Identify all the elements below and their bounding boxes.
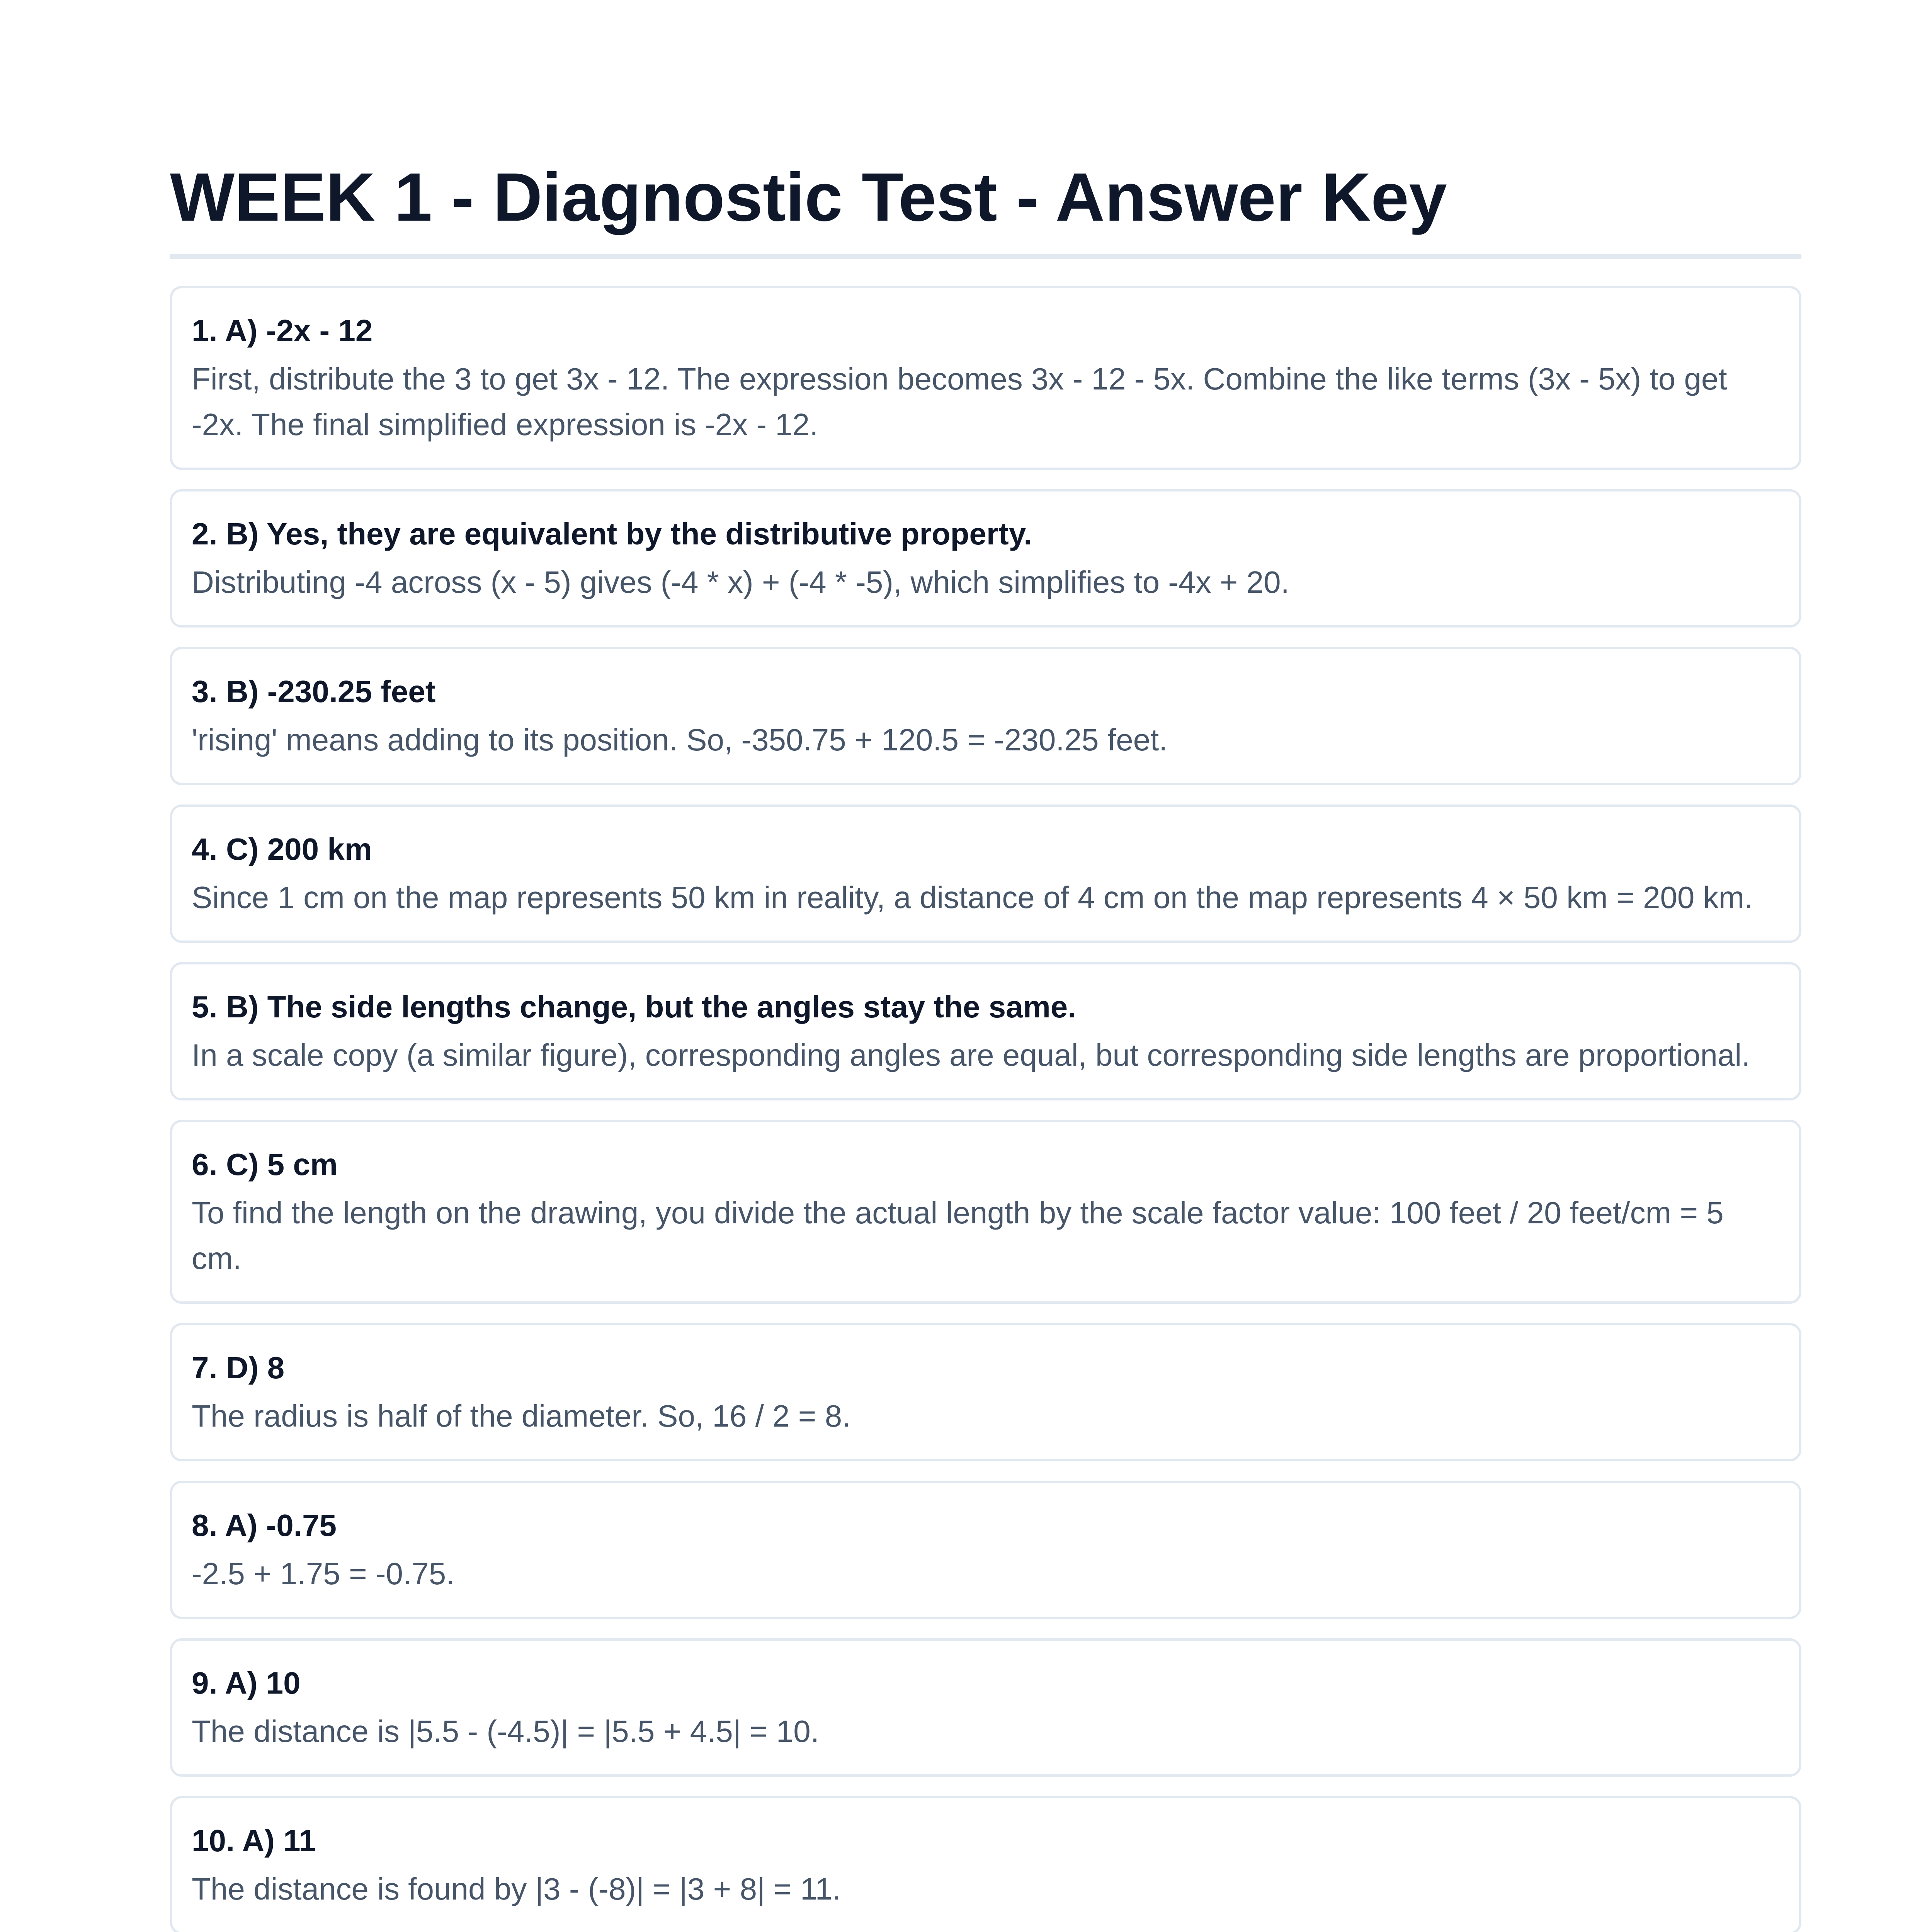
answer-list (170, 286, 1801, 1932)
answer-explanation: The radius is half of the diameter. So, 16 / 2 = 8. (192, 1399, 851, 1433)
answer-card-7 (170, 1323, 1801, 1461)
answer-card-9 (170, 1638, 1801, 1777)
answer-card-5 (170, 962, 1801, 1100)
answer-explanation: To find the length on the drawing, you divide the actual length by the scale factor value: 100 feet / 20 feet/cm = 5 cm. (192, 1196, 1724, 1276)
answer-card-2 (170, 489, 1801, 628)
answer-label: 7. D) 8 (192, 1350, 285, 1385)
answer-card-6 (170, 1120, 1801, 1304)
answer-explanation: 'rising' means adding to its position. So, -350.75 + 120.5 = -230.25 feet. (192, 723, 1168, 757)
answer-card-3 (170, 647, 1801, 785)
answer-label: 2. B) Yes, they are equivalent by the distributive property. (192, 517, 1032, 551)
answer-card-4 (170, 804, 1801, 943)
answer-explanation: Distributing -4 across (x - 5) gives (-4 * x) + (-4 * -5), which simplifies to -4x + 20. (192, 565, 1289, 599)
answer-card-10 (170, 1796, 1801, 1932)
answer-label: 10. A) 11 (192, 1823, 316, 1858)
answer-explanation: The distance is found by |3 - (-8)| = |3 + 8| = 11. (192, 1872, 841, 1906)
answer-label: 5. B) The side lengths change, but the angles stay the same. (192, 990, 1077, 1024)
answer-explanation: First, distribute the 3 to get 3x - 12. The expression becomes 3x - 12 - 5x. Combine the like terms (3x - 5x) to get -2x. The final simplified expression is -2x - 12. (192, 362, 1727, 442)
answer-label: 8. A) -0.75 (192, 1508, 337, 1543)
answer-label: 3. B) -230.25 feet (192, 674, 436, 709)
answer-explanation: In a scale copy (a similar figure), corresponding angles are equal, but corresponding side lengths are proportional. (192, 1038, 1750, 1072)
answer-label: 4. C) 200 km (192, 832, 372, 866)
title-divider (170, 254, 1801, 259)
answer-card-1 (170, 286, 1801, 470)
answer-explanation: The distance is |5.5 - (-4.5)| = |5.5 + 4.5| = 10. (192, 1714, 819, 1748)
answer-explanation: Since 1 cm on the map represents 50 km in reality, a distance of 4 cm on the map represents 4 × 50 km = 200 km. (192, 880, 1753, 915)
answer-label: 6. C) 5 cm (192, 1147, 338, 1182)
answer-label: 1. A) -2x - 12 (192, 313, 373, 348)
answer-label: 9. A) 10 (192, 1666, 301, 1700)
answer-card-8 (170, 1481, 1801, 1619)
page-title: WEEK 1 - Diagnostic Test - Answer Key (170, 159, 1447, 235)
answer-explanation: -2.5 + 1.75 = -0.75. (192, 1556, 455, 1591)
